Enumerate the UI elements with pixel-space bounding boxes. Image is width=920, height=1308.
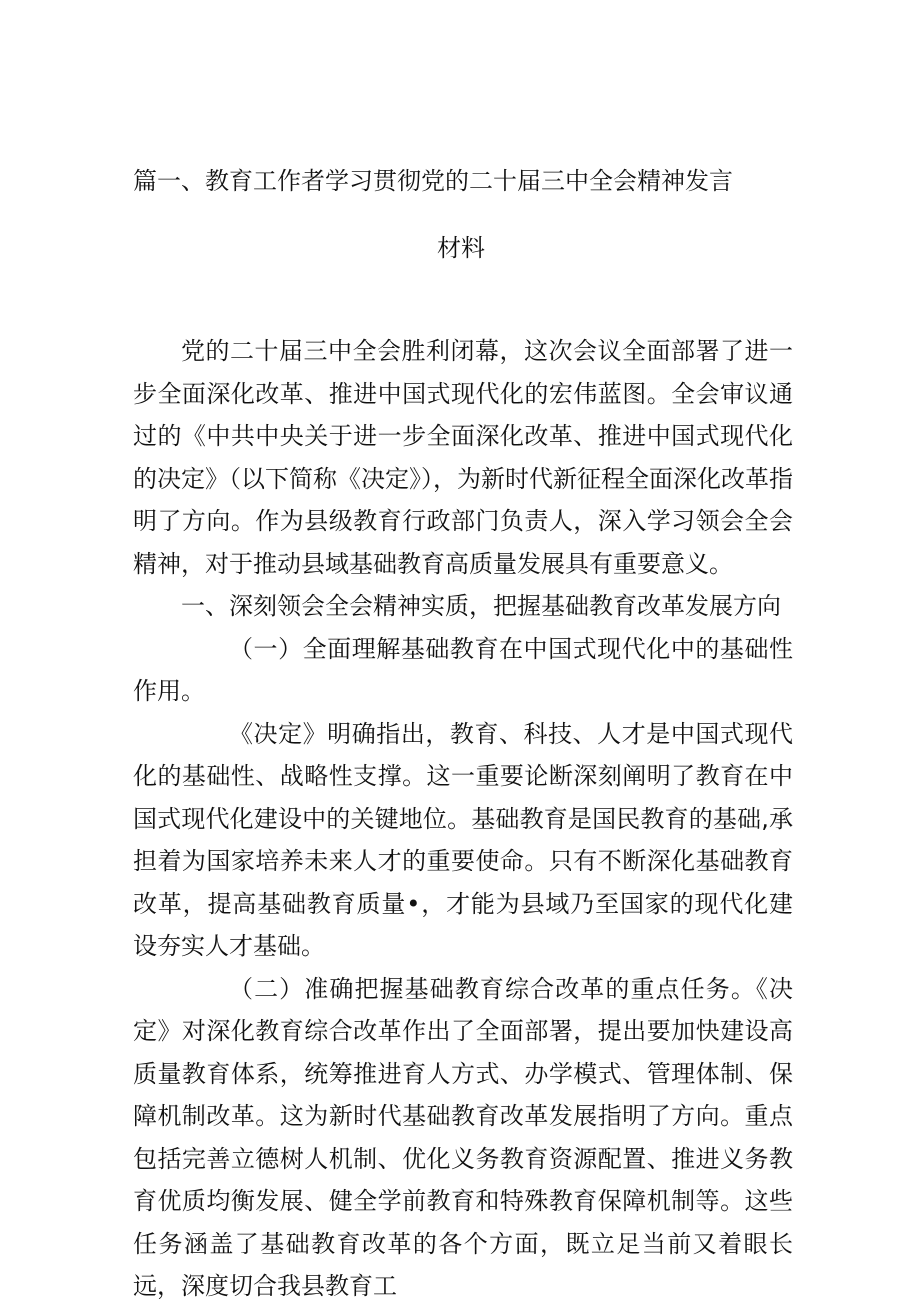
paragraph-intro: 党的二十届三中全会胜利闭幕，这次会议全面部署了进一步全面深化改革、推进中国式现代化的宏伟蓝图。全会审议通过的《中共中央关于进一步全面深化改革、推进中国式现代化的决定》（以下简称《决定》），为新时代新征程全面深化改革指明了方向。作为县级教育行政部门负责人，深入学习领会全会精神，对于推动县域基础教育高质量发展具有重要意义。 bbox=[133, 337, 793, 578]
paragraph-2: （二）准确把握基础教育综合改革的重点任务。《决定》对深化教育综合改革作出了全面部署，提出要加快建设高质量教育体系，统筹推进育人方式、办学模式、管理体制、保障机制改革。这为新时代基础教育改革发展指明了方向。重点包括完善立德树人机制、优化义务教育资源配置、推进义务教育优质均衡发展、健全学前教育和特殊教育保障机制等。这些任务涵盖了基础教育改革的各个方面，既立足当前又着眼长远，深度切合我县教育工 bbox=[133, 974, 793, 1300]
section-heading-1: 一、深刻领会全会精神实质，把握基础教育改革发展方向 bbox=[181, 592, 781, 620]
paragraph-1: 《决定》明确指出，教育、科技、人才是中国式现代化的基础性、战略性支撑。这一重要论断深刻阐明了教育在中国式现代化建设中的关键地位。基础教育是国民教育的基础,承担着为国家培养未来人才的重要使命。只有不断深化基础教育改革，提高基础教育质量•，才能为县域乃至国家的现代化建设夯实人才基础。 bbox=[133, 719, 793, 960]
document-title-line-2: 材料 bbox=[437, 234, 485, 262]
document-title-line-1: 篇一、教育工作者学习贯彻党的二十届三中全会精神发言 bbox=[133, 167, 733, 195]
subsection-heading-1: （一）全面理解基础教育在中国式现代化中的基础性作用。 bbox=[133, 634, 793, 705]
document-body bbox=[133, 330, 793, 1308]
